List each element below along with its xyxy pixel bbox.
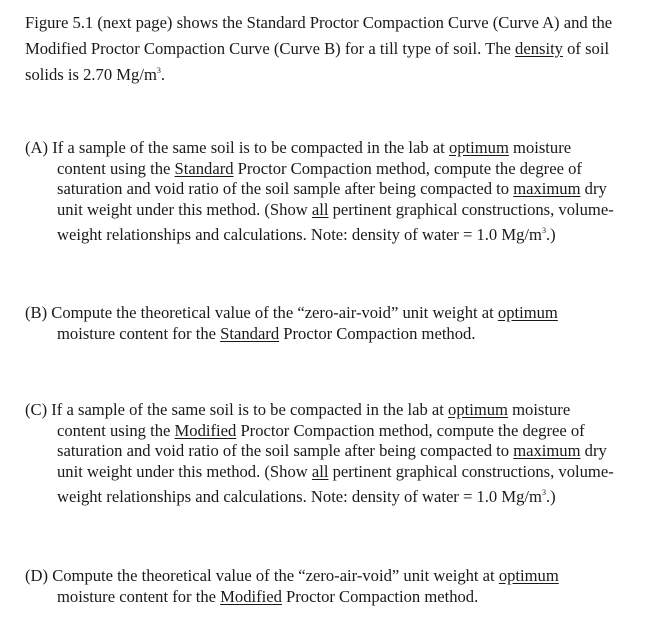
question-label: (A) — [25, 138, 49, 157]
question-b-line-2: moisture content for the Standard Proctor Compaction method. — [57, 324, 476, 343]
question-label: (B) — [25, 303, 48, 322]
question-a-line-1: (A) If a sample of the same soil is to be compacted in the lab at optimum moisture — [25, 138, 572, 157]
question-c-line-1: (C) If a sample of the same soil is to be compacted in the lab at optimum moisture — [25, 400, 571, 419]
question-c — [25, 400, 640, 508]
question-d-line-1: (D) Compute the theoretical value of the “zero-air-void” unit weight at optimum — [25, 566, 559, 585]
question-d-line-2: moisture content for the Modified Proctor Compaction method. — [57, 587, 479, 606]
intro-line-2: Modified Proctor Compaction Curve (Curve B) for a till type of soil. The density of soil — [25, 39, 610, 58]
question-label: (D) — [25, 566, 49, 585]
intro-line-1: Figure 5.1 (next page) shows the Standard Proctor Compaction Curve (Curve A) and the — [25, 13, 613, 32]
question-c-line-5: weight relationships and calculations. Note: density of water = 1.0 $Mg/m^3$.) — [57, 487, 556, 506]
question-b — [25, 302, 640, 344]
question-c-line-2: content using the Modified Proctor Compaction method, compute the degree of — [57, 420, 585, 440]
question-d — [25, 565, 640, 607]
question-c-line-3: saturation and void ratio of the soil sample after being compacted to maximum dry — [57, 441, 607, 460]
question-c-line-4: unit weight under this method. (Show all pertinent graphical constructions, volume- — [57, 461, 614, 481]
question-a-line-5: weight relationships and calculations. Note: density of water = 1.0 $Mg/m^3$.) — [57, 225, 556, 244]
question-a — [25, 138, 640, 246]
question-a-line-2: content using the Standard Proctor Compaction method, compute the degree of — [57, 158, 582, 178]
intro-line-3: solids is 2.70 $Mg/m^3$. — [25, 65, 166, 84]
question-b-line-1: (B) Compute the theoretical value of the “zero-air-void” unit weight at optimum — [25, 303, 558, 322]
question-label: (C) — [25, 400, 48, 419]
intro-paragraph — [25, 10, 640, 88]
question-a-line-3: saturation and void ratio of the soil sample after being compacted to maximum dry — [57, 179, 607, 198]
superscript: 3 — [156, 66, 161, 75]
question-a-line-4: unit weight under this method. (Show all pertinent graphical constructions, volume- — [57, 199, 614, 219]
underlined-density: density — [515, 39, 563, 58]
